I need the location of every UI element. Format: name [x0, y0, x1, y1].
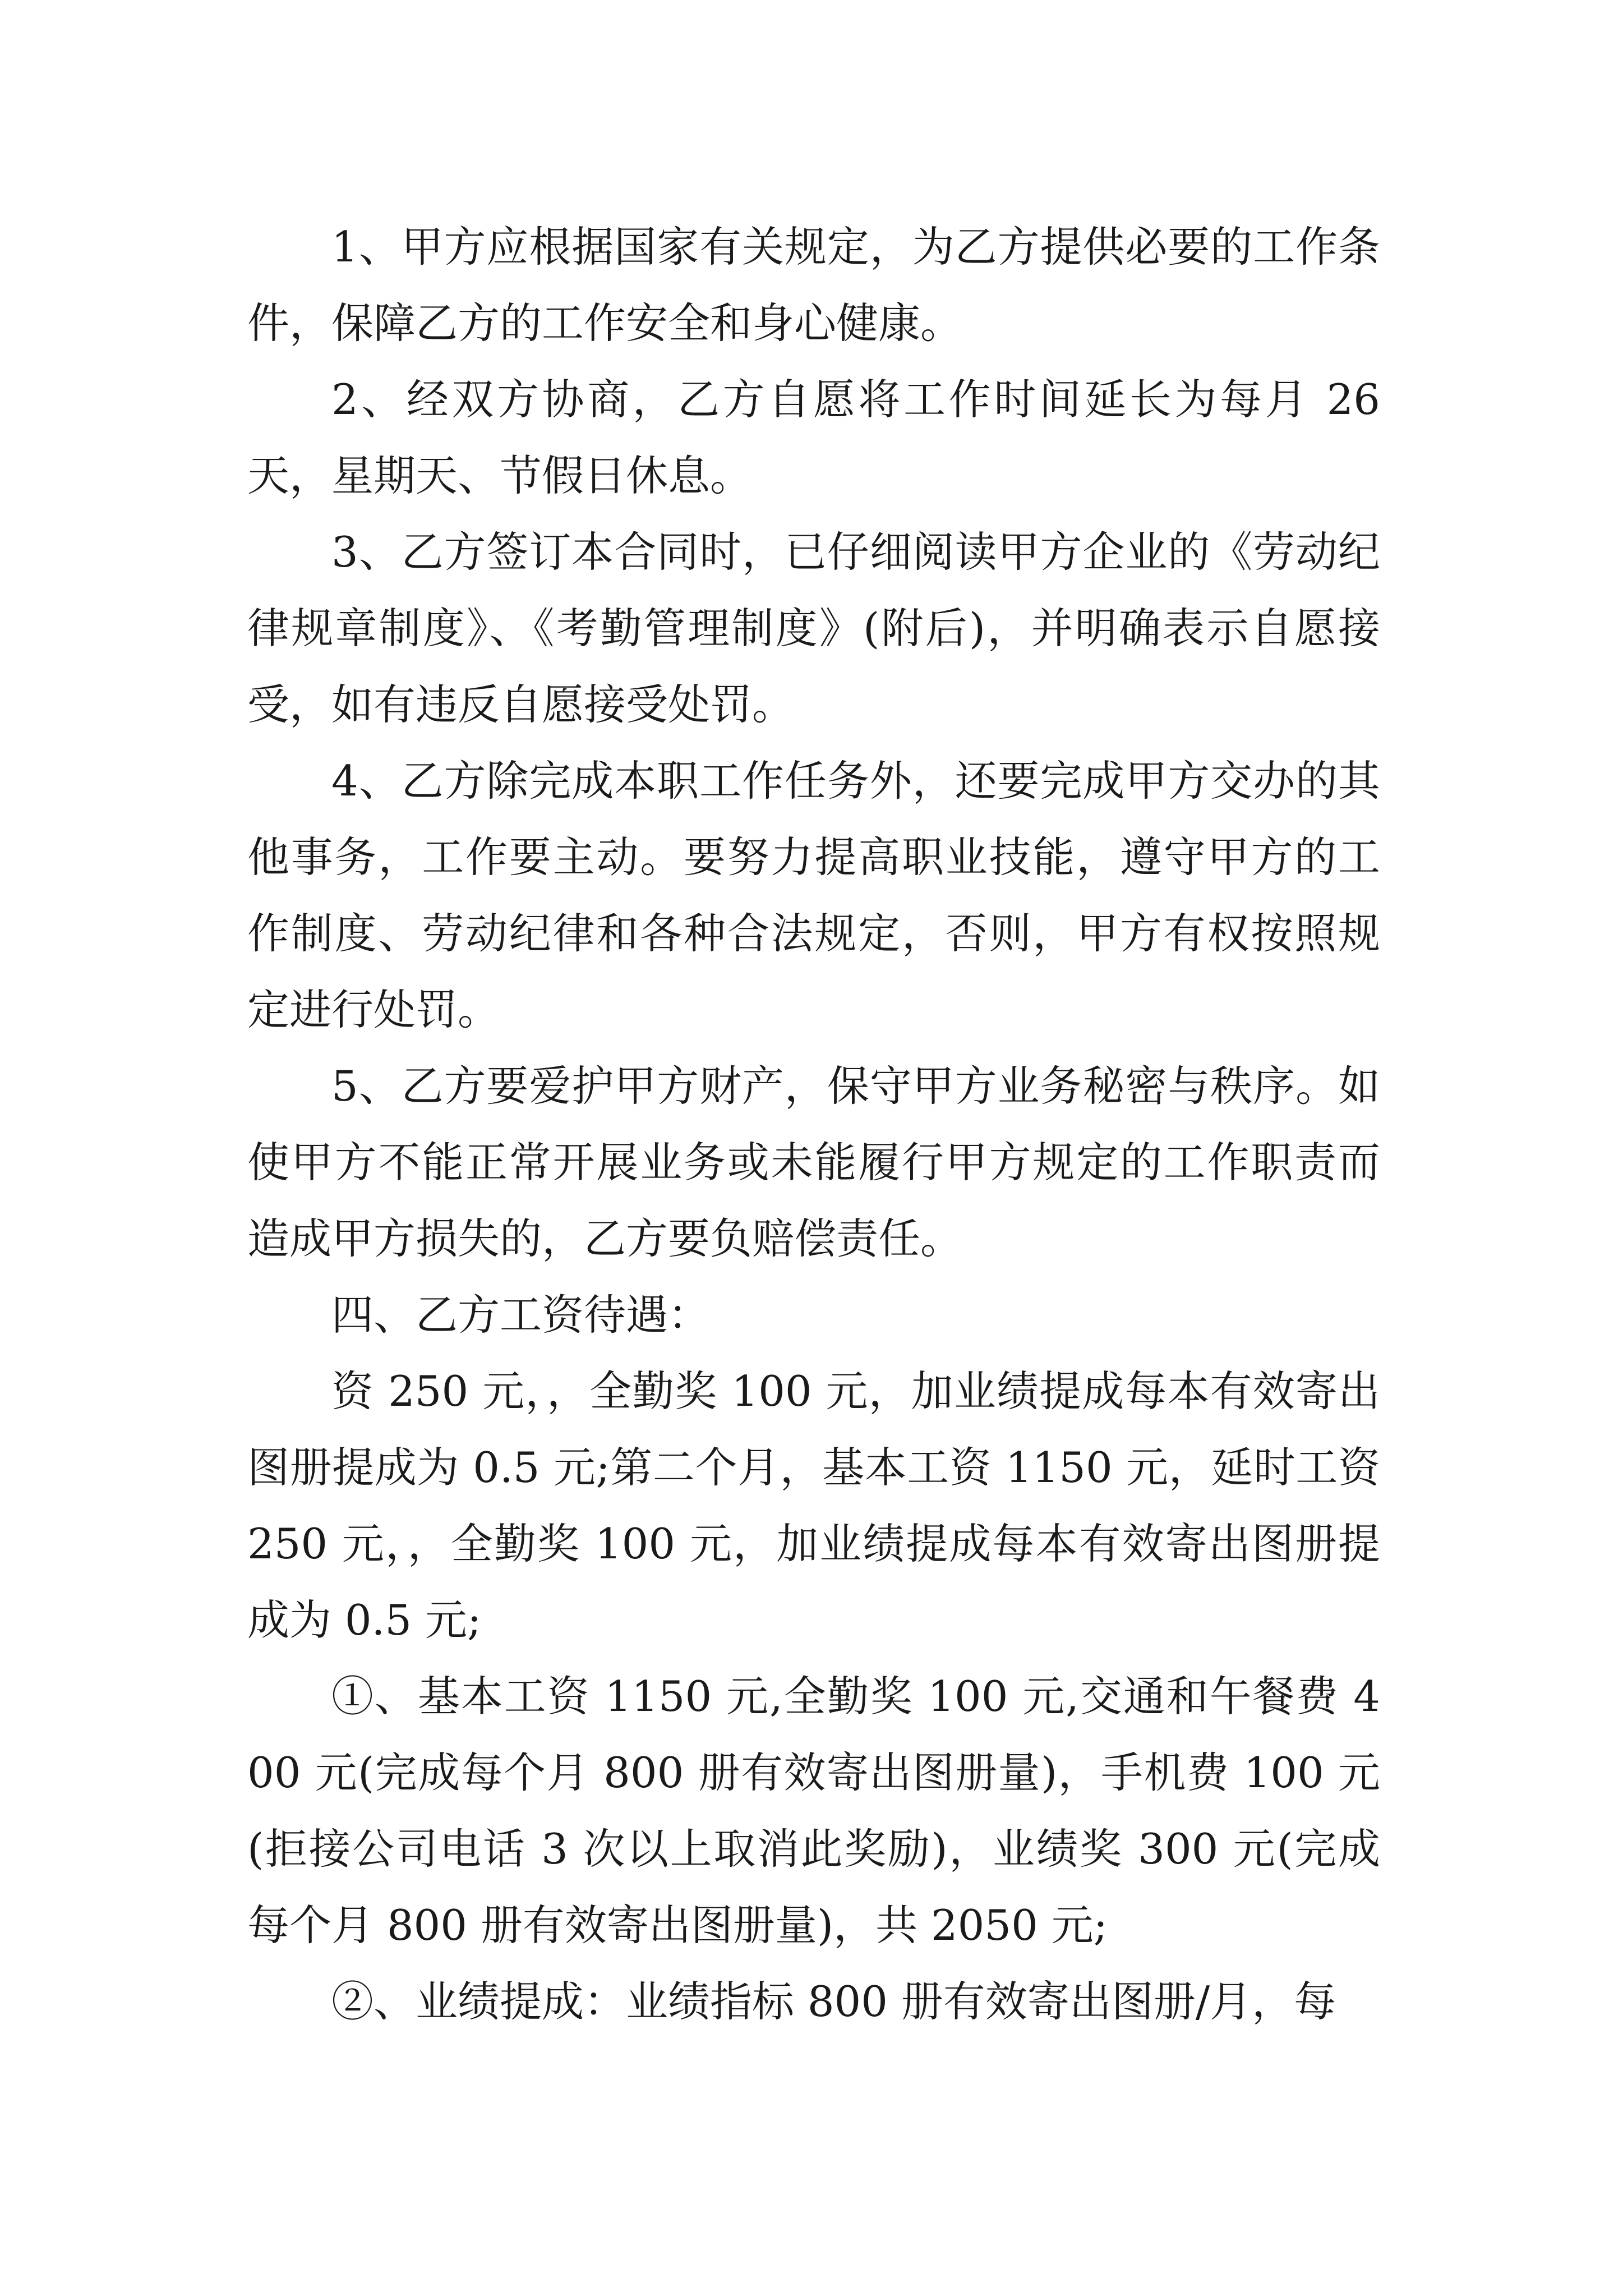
paragraph-salary-item-2: ②、业绩提成：业绩指标 800 册有效寄出图册/月，每	[331, 1977, 1336, 2026]
paragraph-clause-1: 1、甲方应根据国家有关规定，为乙方提供必要的工作条件，保障乙方的工作安全和身心健康。	[247, 222, 1380, 348]
paragraph-salary-details: 资 250 元，，全勤奖 100 元，加业绩提成每本有效寄出图册提成为 0.5 元;第二个月，基本工资 1150 元，延时工资 250 元，，全勤奖 100 元，加业绩提成每本有效寄出图册提成为 0.5 元;	[247, 1366, 1380, 1645]
document-body	[247, 209, 1380, 2040]
paragraph-clause-2: 2、经双方协商，乙方自愿将工作时间延长为每月 26 天，星期天、节假日休息。	[247, 375, 1380, 500]
section-heading-salary: 四、乙方工资待遇：	[331, 1290, 711, 1340]
paragraph-salary-item-1: ①、基本工资 1150 元,全勤奖 100 元,交通和午餐费 400 元(完成每个月 800 册有效寄出图册量)，手机费 100 元(拒接公司电话 3 次以上取消此奖励)，业绩奖 300 元(完成每个月 800 册有效寄出图册量)，共 2050 元;	[247, 1672, 1380, 1950]
paragraph-clause-5: 5、乙方要爱护甲方财产，保守甲方业务秘密与秩序。如使甲方不能正常开展业务或未能履行甲方规定的工作职责而造成甲方损失的，乙方要负赔偿责任。	[247, 1061, 1380, 1263]
paragraph-clause-3: 3、乙方签订本合同时，已仔细阅读甲方企业的《劳动纪律规章制度》、《考勤管理制度》(附后)，并明确表示自愿接受，如有违反自愿接受处罚。	[247, 527, 1380, 729]
paragraph-clause-4: 4、乙方除完成本职工作任务外，还要完成甲方交办的其他事务，工作要主动。要努力提高职业技能，遵守甲方的工作制度、劳动纪律和各种合法规定，否则，甲方有权按照规定进行处罚。	[247, 756, 1380, 1034]
